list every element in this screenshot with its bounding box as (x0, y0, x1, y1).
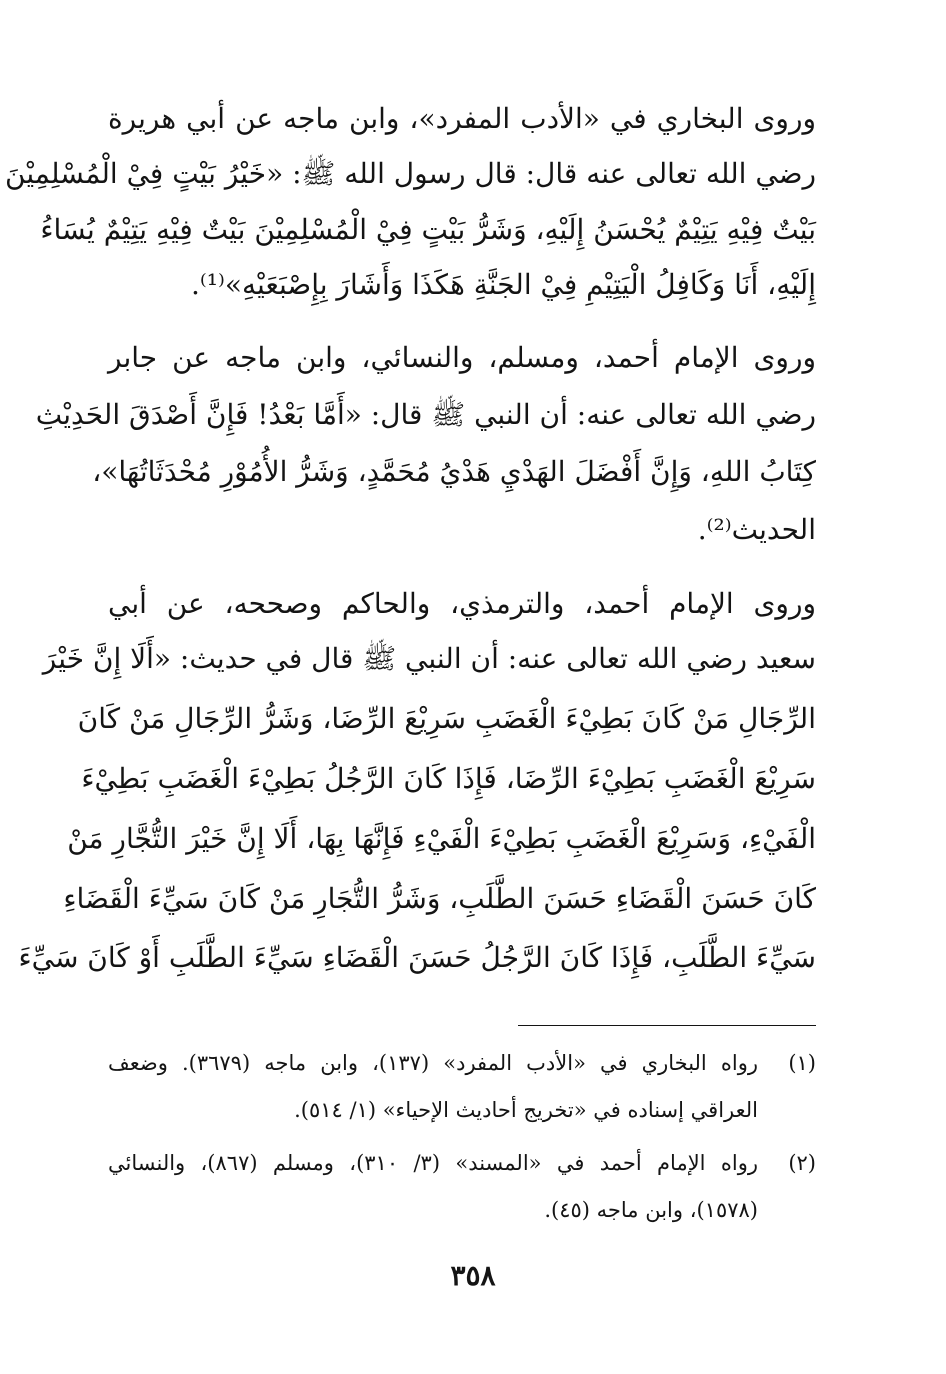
text-line: الحديث⁽²⁾. (697, 513, 816, 546)
footnote-number: (٢) (788, 1151, 816, 1175)
text-line: الرِّجَالِ مَنْ كَانَ بَطِيْءَ الْغَضَبِ سَرِيْعَ الرِّضَا، وَشَرُّ الرِّجَالِ مَنْ كَانَ (77, 702, 816, 735)
text-line: كَانَ حَسَنَ الْقَضَاءِ حَسَنَ الطَّلَبِ، وَشَرُّ التُّجَارِ مَنْ كَانَ سَيِّءَ الْقَضَاءِ (63, 882, 816, 915)
text-line: سعيد رضي الله تعالى عنه: أن النبي ﷺ قال في حديث: «أَلَا إِنَّ خَيْرَ (42, 642, 816, 675)
footnote-line: رواه البخاري في «الأدب المفرد» (١٣٧)، وابن ماجه (٣٦٧٩). وضعف (108, 1051, 758, 1075)
text-line: رضي الله تعالى عنه: أن النبي ﷺ قال: «أَمَّا بَعْدُ! فَإِنَّ أَصْدَقَ الحَدِيْثِ (35, 398, 816, 431)
footnote-line: (١٥٧٨)، وابن ماجه (٤٥). (544, 1198, 758, 1222)
footnote-separator (518, 1025, 816, 1026)
footnote-line: العراقي إسناده في «تخريج أحاديث الإحياء» (١/ ٥١٤). (294, 1098, 758, 1122)
footnote-line: رواه الإمام أحمد في «المسند» (٣/ ٣١٠)، ومسلم (٨٦٧)، والنسائي (108, 1151, 758, 1175)
text-line: وروى الإمام أحمد، ومسلم، والنسائي، وابن ماجه عن جابر (108, 341, 816, 374)
text-line: بَيْتٌ فِيْهِ يَتِيْمٌ يُحْسَنُ إِلَيْهِ، وَشَرُّ بَيْتٍ فِيْ الْمُسْلِمِيْنَ بَيْتٌ فِيْهِ يَتِيْمٌ يُسَاءُ (40, 213, 816, 246)
footnote-number: (١) (788, 1051, 816, 1075)
text-line: وروى الإمام أحمد، والترمذي، والحاكم وصححه، عن أبي (108, 587, 816, 620)
text-line: الْفَيْءِ، وَسَرِيْعَ الْغَضَبِ بَطِيْءَ الْفَيْءِ فَإِنَّهَا بِهَا، أَلَا إِنَّ خَيْرَ التُّجَّارِ مَنْ (67, 822, 816, 855)
text-line: وروى البخاري في «الأدب المفرد»، وابن ماجه عن أبي هريرة (108, 102, 816, 135)
text-line: إِلَيْهِ، أَنَا وَكَافِلُ الْيَتِيْمِ فِيْ الجَنَّةِ هَكَذَا وَأَشَارَ بِإِصْبَعَيْهِ»⁽¹⁾. (190, 268, 816, 301)
text-line: كِتَابُ اللهِ، وَإِنَّ أَفْضَلَ الهَدْيِ هَدْيُ مُحَمَّدٍ، وَشَرُّ الأُمُوْرِ مُحْدَثَاتُهَا»، (92, 455, 816, 488)
text-line: رضي الله تعالى عنه قال: قال رسول الله ﷺ: «خَيْرُ بَيْتٍ فِيْ الْمُسْلِمِيْنَ (5, 157, 816, 190)
text-line: سَرِيْعَ الْغَضَبِ بَطِيْءَ الرِّضَا، فَإِذَا كَانَ الرَّجُلُ بَطِيْءَ الْغَضَبِ بَطِيْءَ (81, 762, 816, 795)
text-line: سَيِّءَ الطَّلَبِ، فَإِذَا كَانَ الرَّجُلُ حَسَنَ الْقَضَاءِ سَيِّءَ الطَّلَبِ أَوْ كَانَ سَيِّءَ (18, 941, 816, 974)
page-number: ٣٥٨ (450, 1259, 496, 1292)
